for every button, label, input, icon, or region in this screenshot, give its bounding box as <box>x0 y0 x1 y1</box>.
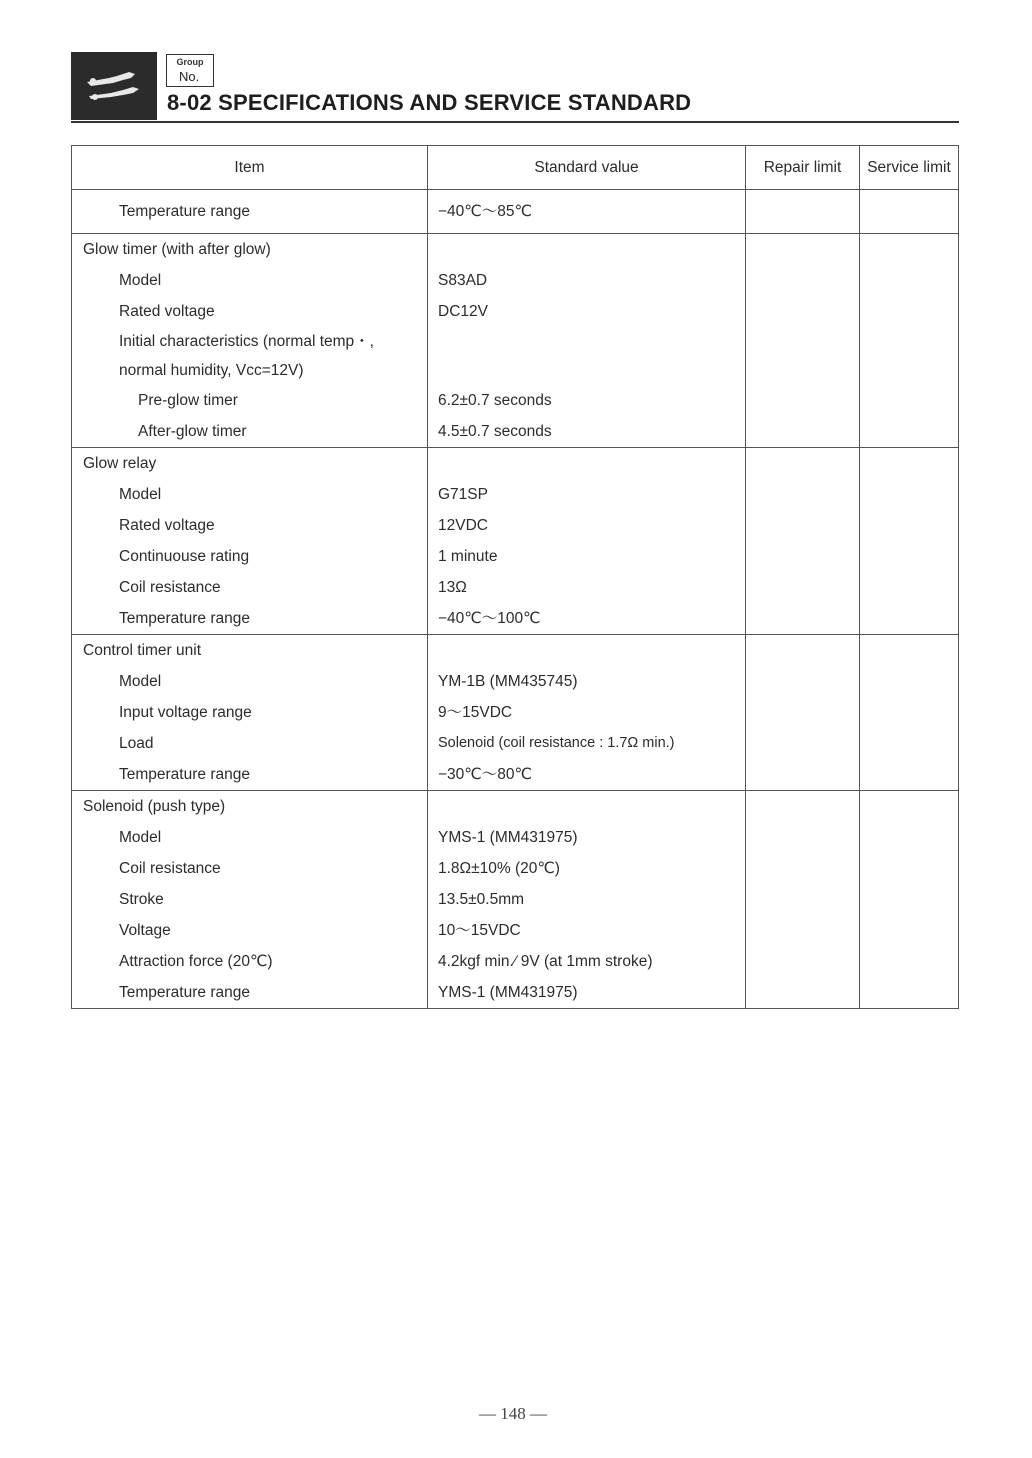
column-header-standard-value: Standard value <box>428 146 746 190</box>
standard-value: Solenoid (coil resistance : 1.7Ω min.) <box>438 735 675 751</box>
table-row-control-timer <box>72 635 959 791</box>
column-header-repair-limit: Repair limit <box>746 146 860 190</box>
item-label: Coil resistance <box>119 860 221 877</box>
item-label: Voltage <box>119 922 171 939</box>
service-limit-cell <box>860 791 959 1009</box>
item-label: Rated voltage <box>119 517 215 534</box>
standard-value: 13.5±0.5mm <box>438 891 525 908</box>
page-number: — 148 — <box>479 1404 547 1423</box>
standard-value: −40℃〜85℃ <box>438 203 532 220</box>
standard-value: S83AD <box>438 272 488 289</box>
group-number-box <box>166 54 214 87</box>
group-label: Group <box>176 57 204 67</box>
tools-icon <box>71 52 157 120</box>
service-limit-cell <box>860 635 959 791</box>
item-label: Temperature range <box>119 984 250 1001</box>
item-label: Coil resistance <box>119 579 221 596</box>
standard-value: 13Ω <box>438 579 467 596</box>
item-label: Pre-glow timer <box>138 392 238 409</box>
standard-value: 12VDC <box>438 517 488 534</box>
standard-value: −40℃〜100℃ <box>438 610 541 627</box>
repair-limit-cell <box>746 791 860 1009</box>
standard-value: 4.5±0.7 seconds <box>438 423 552 440</box>
table-row-glow-relay <box>72 448 959 635</box>
repair-limit-cell <box>746 190 860 234</box>
item-label: Model <box>119 673 162 690</box>
standard-value: DC12V <box>438 303 488 320</box>
service-limit-cell <box>860 234 959 448</box>
item-label: Load <box>119 735 154 752</box>
item-label: Attraction force (20℃) <box>119 953 273 970</box>
standard-value: 1.8Ω±10% (20℃) <box>438 860 560 877</box>
column-header-item: Item <box>72 146 428 190</box>
item-label: Model <box>119 486 162 503</box>
standard-value: G71SP <box>438 486 488 503</box>
title-rule <box>71 121 959 123</box>
repair-limit-cell <box>746 234 860 448</box>
section-heading: Glow relay <box>83 455 157 472</box>
table-row-glow-timer <box>72 234 959 448</box>
standard-value: 10〜15VDC <box>438 922 521 939</box>
specifications-table <box>71 145 959 1009</box>
item-label: Model <box>119 829 162 846</box>
service-limit-cell <box>860 190 959 234</box>
section-heading: Control timer unit <box>83 642 202 659</box>
item-label: Continuouse rating <box>119 548 250 565</box>
no-label: No. <box>179 69 200 84</box>
standard-value: YM-1B (MM435745) <box>438 673 578 690</box>
item-label: Input voltage range <box>119 704 252 721</box>
item-label: Rated voltage <box>119 303 215 320</box>
item-label: Temperature range <box>119 766 250 783</box>
service-limit-cell <box>860 448 959 635</box>
standard-value: 9〜15VDC <box>438 704 513 721</box>
standard-value: 4.2kgf min.∕ 9V (at 1mm stroke) <box>438 953 653 970</box>
item-label: Temperature range <box>119 610 250 627</box>
item-label: Stroke <box>119 891 164 908</box>
table-row-solenoid <box>72 791 959 1009</box>
standard-value: −30℃〜80℃ <box>438 766 532 783</box>
standard-value: 1 minute <box>438 548 498 565</box>
item-label: normal humidity, Vcc=12V) <box>119 362 304 379</box>
section-heading: Glow timer (with after glow) <box>83 241 271 258</box>
item-label: Initial characteristics (normal temp・, <box>119 333 374 350</box>
standard-value: 6.2±0.7 seconds <box>438 392 552 409</box>
table-header-row <box>72 146 959 190</box>
section-heading: Solenoid (push type) <box>83 798 226 815</box>
table-row <box>72 190 959 234</box>
column-header-service-limit: Service limit <box>860 146 959 190</box>
page-title: 8-02 SPECIFICATIONS AND SERVICE STANDARD <box>167 90 692 115</box>
repair-limit-cell <box>746 448 860 635</box>
standard-value: YMS-1 (MM431975) <box>438 984 578 1001</box>
repair-limit-cell <box>746 635 860 791</box>
item-label: Model <box>119 272 162 289</box>
item-label: After-glow timer <box>138 423 247 440</box>
item-label: Temperature range <box>119 203 250 220</box>
standard-value: YMS-1 (MM431975) <box>438 829 578 846</box>
